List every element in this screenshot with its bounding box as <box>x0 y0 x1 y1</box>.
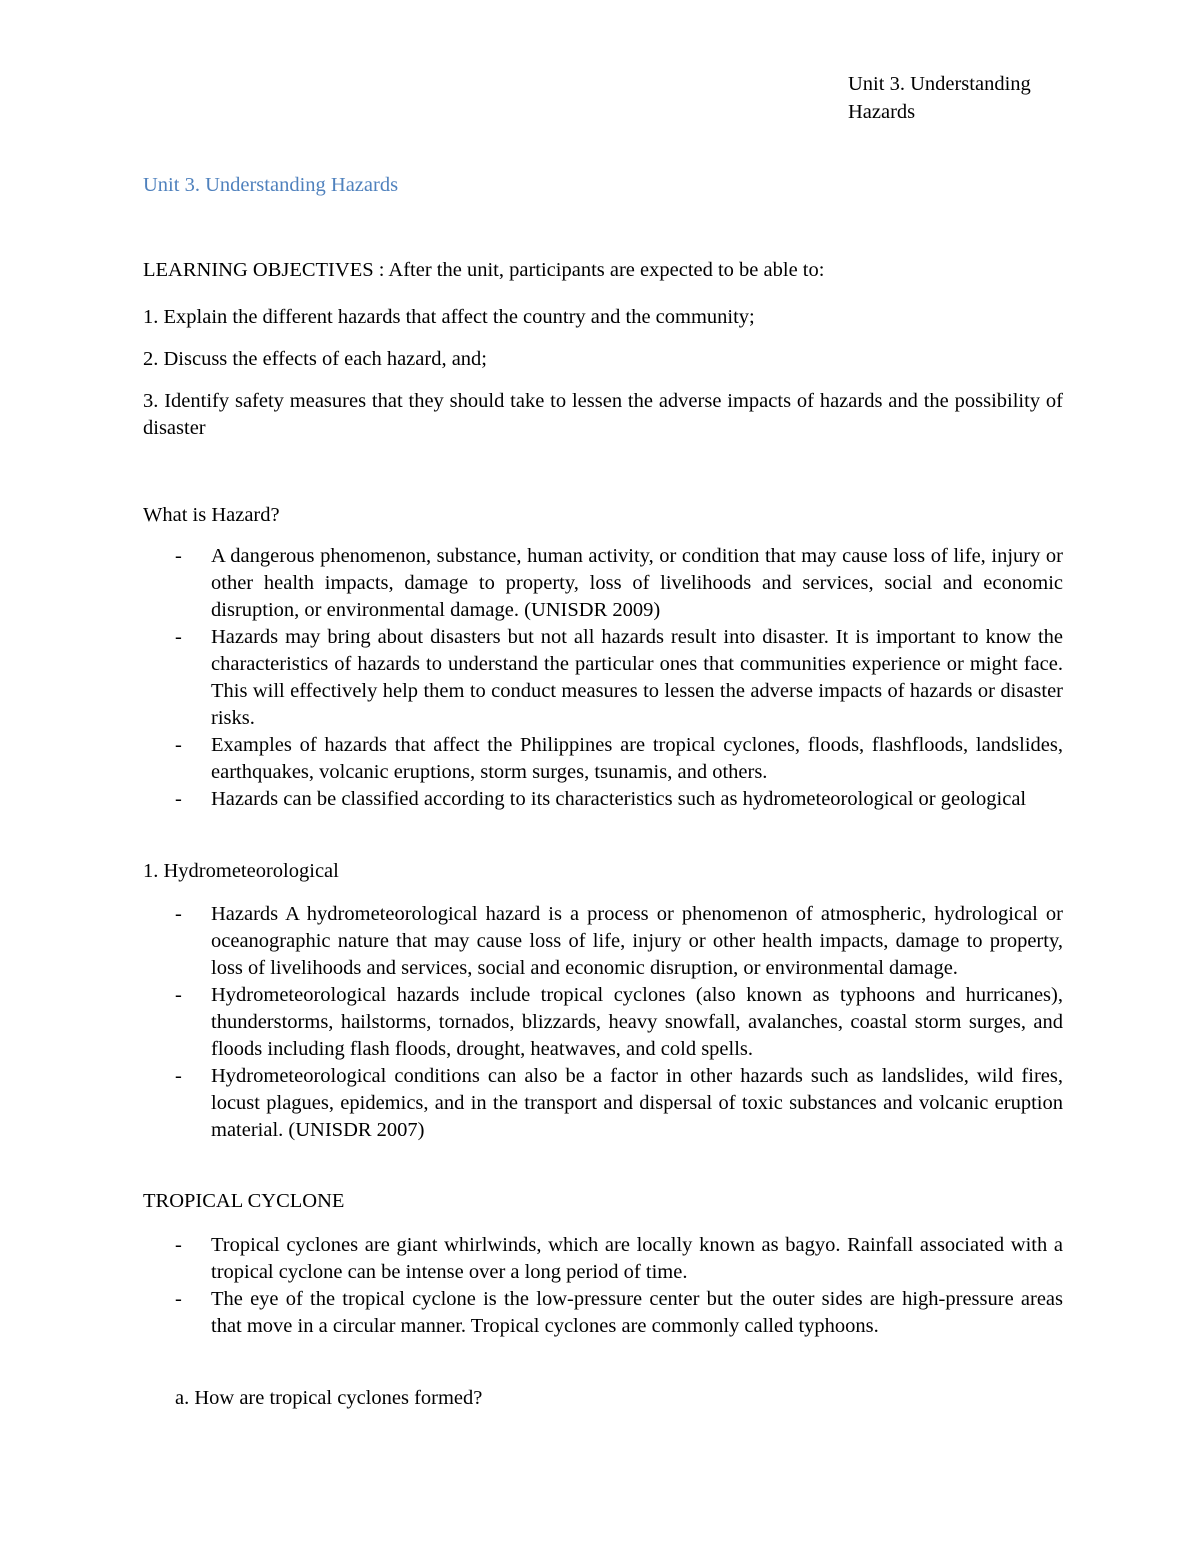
running-header-line-1: Unit 3. Understanding <box>848 73 1031 95</box>
list-item-text: Hydrometeorological hazards include tropical cyclones (also known as typhoons and hurricanes), thunderstorms, hailstorms, tornados, blizzards, heavy snowfall, avalanches, coastal storm surges, and floods including flash floods, drought, heatwaves, and cold spells. <box>211 984 1063 1060</box>
bullet-dash: - <box>175 903 182 925</box>
section-heading-hydrometeorological: 1. Hydrometeorological <box>143 860 339 882</box>
list-item <box>143 982 1063 1063</box>
list-item <box>143 786 1063 813</box>
running-header <box>848 70 1088 126</box>
bullet-dash: - <box>175 1288 182 1310</box>
list-item <box>143 1232 1063 1286</box>
tropical-cyclone-list <box>143 1232 1063 1340</box>
list-item-text: Examples of hazards that affect the Philippines are tropical cyclones, floods, flashfloods, landslides, earthquakes, volcanic eruptions, storm surges, tsunamis, and others. <box>211 734 1063 783</box>
list-item-text: Tropical cyclones are giant whirlwinds, which are locally known as bagyo. Rainfall associated with a tropical cyclone can be intense over a long period of time. <box>211 1234 1063 1283</box>
bullet-dash: - <box>175 1234 182 1256</box>
section-heading-tropical-cyclone: TROPICAL CYCLONE <box>143 1190 345 1212</box>
unit-title: Unit 3. Understanding Hazards <box>143 174 399 196</box>
list-item-text: Hazards A hydrometeorological hazard is a process or phenomenon of atmospheric, hydrological or oceanographic nature that may cause loss of life, injury or other health impacts, damage to property, loss of livelihoods and services, social and economic disruption, or environmental damage. <box>211 903 1063 979</box>
hydrometeorological-list <box>143 901 1063 1144</box>
objective-item-2: 2. Discuss the effects of each hazard, and; <box>143 348 487 370</box>
list-item <box>143 543 1063 624</box>
bullet-dash: - <box>175 788 182 810</box>
list-item <box>143 624 1063 732</box>
list-item <box>143 732 1063 786</box>
what-is-hazard-list <box>143 543 1063 813</box>
bullet-dash: - <box>175 545 182 567</box>
bullet-dash: - <box>175 1065 182 1087</box>
section-heading-what-is-hazard: What is Hazard? <box>143 504 280 526</box>
list-item-text: Hazards can be classified according to its characteristics such as hydrometeorological or geological <box>211 788 1027 810</box>
bullet-dash: - <box>175 984 182 1006</box>
list-item <box>143 1286 1063 1340</box>
list-item-text: A dangerous phenomenon, substance, human activity, or condition that may cause loss of life, injury or other health impacts, damage to property, loss of livelihoods and services, social and economic disruption, or environmental damage. (UNISDR 2009) <box>211 545 1063 621</box>
objectives-intro: LEARNING OBJECTIVES : After the unit, participants are expected to be able to: <box>143 259 825 281</box>
list-item-text: The eye of the tropical cyclone is the low-pressure center but the outer sides are high-pressure areas that move in a circular manner. Tropical cyclones are commonly called typhoons. <box>211 1288 1063 1337</box>
list-item-text: Hydrometeorological conditions can also be a factor in other hazards such as landslides, wild fires, locust plagues, epidemics, and in the transport and dispersal of toxic substances and volcanic eruption material. (UNISDR 2007) <box>211 1065 1063 1141</box>
list-item <box>143 1063 1063 1144</box>
subheading-how-formed: a. How are tropical cyclones formed? <box>175 1387 483 1409</box>
running-header-line-2: Hazards <box>848 101 916 123</box>
list-item <box>143 901 1063 982</box>
bullet-dash: - <box>175 626 182 648</box>
objective-item-1: 1. Explain the different hazards that affect the country and the community; <box>143 306 755 328</box>
objective-item-3: 3. Identify safety measures that they should take to lessen the adverse impacts of hazards and the possibility of disaster <box>143 390 1063 439</box>
bullet-dash: - <box>175 734 182 756</box>
list-item-text: Hazards may bring about disasters but not all hazards result into disaster. It is important to know the characteristics of hazards to understand the particular ones that communities experience or might face. This will effectively help them to conduct measures to lessen the adverse impacts of hazards or disaster risks. <box>211 626 1063 729</box>
